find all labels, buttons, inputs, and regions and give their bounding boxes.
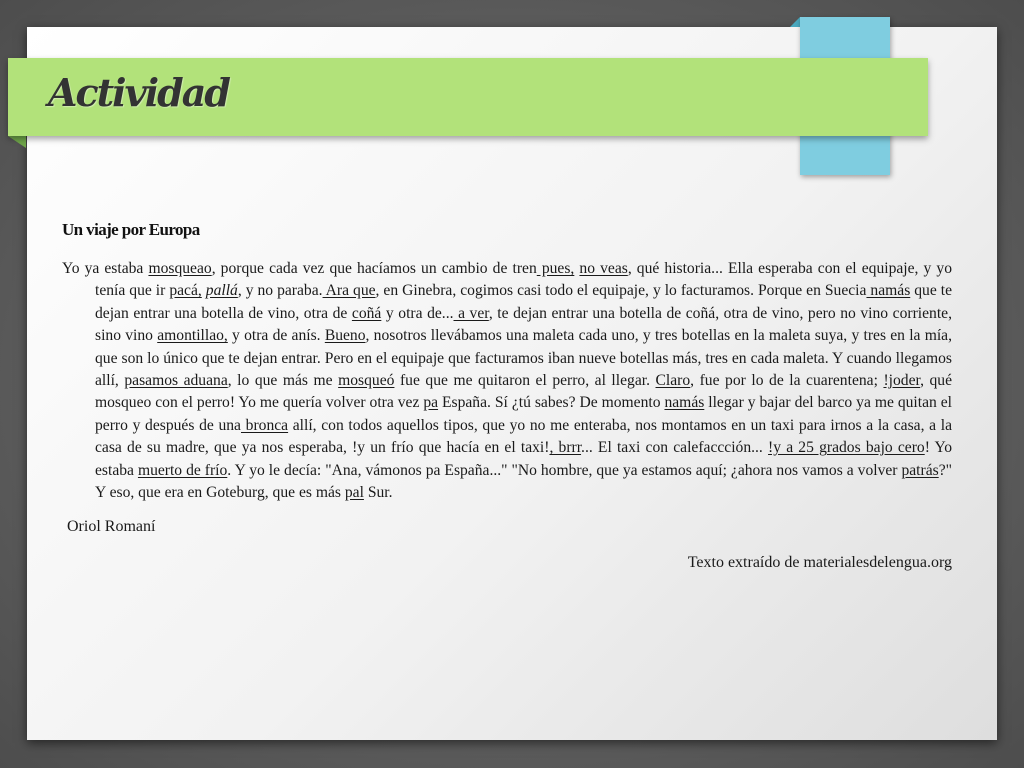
text-segment: que te dejan entrar una botella de vino, otra de <box>95 282 953 322</box>
underlined-term: pal <box>344 484 364 502</box>
underlined-term: namás <box>866 282 911 300</box>
text-segment: ... El taxi con calefaccción... <box>581 439 769 457</box>
underlined-term: no veas <box>579 260 628 277</box>
author-name: Oriol Romaní <box>67 518 156 536</box>
underlined-term: a ver <box>453 304 489 322</box>
text-segment: Yo ya estaba <box>62 260 149 277</box>
slide-content <box>62 220 952 572</box>
underlined-term: Bueno <box>324 327 366 345</box>
text-segment: ! Yo estaba <box>95 439 953 479</box>
underlined-term: mosqueó <box>338 372 395 390</box>
text-segment: fue que me quitaron el perro, al llegar. <box>394 372 656 390</box>
underlined-term: pacá, <box>169 282 202 300</box>
text-subtitle: Un viaje por Europa <box>62 220 200 239</box>
title-banner <box>8 58 928 136</box>
slide-title: Actividad <box>48 70 229 115</box>
underlined-term: !y a 25 grados bajo cero <box>768 439 925 457</box>
underlined-term: !joder <box>883 372 921 390</box>
underlined-term: muerto de frío <box>137 461 228 479</box>
text-segment: y otra de anís. <box>227 327 325 345</box>
underlined-term: pues, <box>536 260 575 277</box>
text-segment: , y no paraba. <box>237 282 323 300</box>
text-segment: Sur. <box>363 484 393 502</box>
text-segment: llegar y bajar del barco ya me quitan el perro y después de una <box>95 394 952 434</box>
text-segment: allí, con todos aquellos tipos, que yo no me enteraba, nos montamos en un taxi para irnos a la casa, a la casa de su madre, que ya nos esperaba, !y un frío que hacía en el taxi! <box>95 416 953 457</box>
source-citation: Texto extraído de materialesdelengua.org <box>687 554 952 572</box>
text-segment: , qué historia... Ella esperaba con el equipaje, y yo tenía que ir <box>95 260 953 300</box>
text-segment: , nosotros llevábamos una maleta cada uno, y tres botellas en la maleta suya, y tres en la mía, que son lo único que te dejan entrar. Pero en el equipaje que facturamos iban nueve botellas más, tres en cada maleta. Y cuando llegamos allí, <box>95 327 952 390</box>
text-segment: y otra de... <box>381 304 454 322</box>
underlined-term: coñá <box>351 304 382 322</box>
underlined-term: patrás <box>901 461 939 479</box>
underlined-term: , brrr <box>549 439 582 457</box>
underlined-term: namás <box>664 394 705 412</box>
text-segment: , lo que más me <box>227 372 339 390</box>
underlined-term: mosqueao <box>148 260 212 277</box>
underlined-term: pallá <box>205 282 238 300</box>
text-segment: , te dejan entrar una botella de coñá, otra de vino, pero no vino corriente, sino vino <box>95 304 952 345</box>
underlined-term: bronca <box>240 416 289 434</box>
text-segment: , porque cada vez que hacíamos un cambio de tren <box>211 260 537 277</box>
underlined-term: pa <box>423 394 439 412</box>
text-segment: , en Ginebra, cogimos casi todo el equipaje, y lo facturamos. Porque en Suecia <box>375 282 867 300</box>
underlined-term: Ara que <box>322 282 376 300</box>
text-segment: España. Sí ¿tú sabes? De momento <box>438 394 665 412</box>
banner-fold <box>8 136 26 148</box>
text-segment: ?" Y eso, que era en Goteburg, que es más <box>95 461 952 502</box>
underlined-term: amontillao, <box>157 327 228 345</box>
text-segment: . Y yo le decía: "Ana, vámonos pa España..." "No hombre, que ya estamos aquí; ¿ahora nos vamos a volver <box>227 461 902 479</box>
text-segment: , fue por lo de la cuarentena; <box>690 372 884 390</box>
tab-fold <box>790 17 800 27</box>
text-segment: , qué mosqueo con el perro! Yo me quería volver otra vez <box>95 372 953 412</box>
underlined-term: Claro <box>655 372 691 390</box>
body-paragraph <box>62 258 952 504</box>
underlined-term: pasamos aduana <box>124 372 228 390</box>
